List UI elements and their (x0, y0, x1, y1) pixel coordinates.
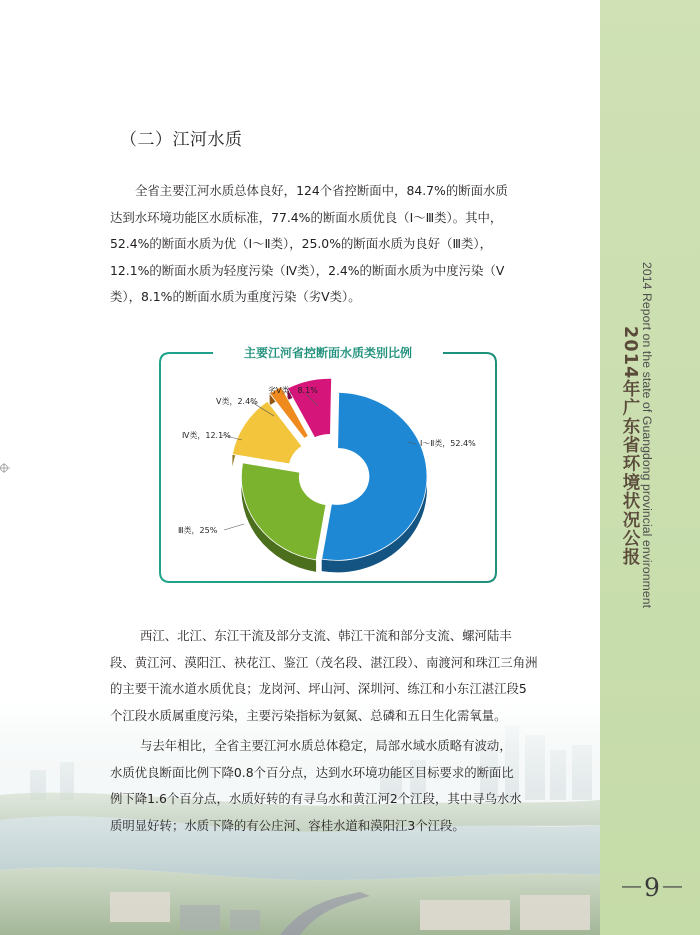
slice-label: Ⅳ类，12.1% (182, 431, 231, 440)
crop-mark-icon (0, 462, 12, 474)
paragraph-line: 达到水环境功能区水质标准，77.4%的断面水质优良（Ⅰ～Ⅲ类）。其中， (110, 209, 503, 225)
report-english-title: 2014 Report on the state of Guangdong provincial environment (640, 262, 654, 609)
slice-label: Ⅴ类，2.4% (216, 397, 258, 406)
paragraph-line: 52.4%的断面水质为优（Ⅰ～Ⅱ类），25.0%的断面水质为良好（Ⅲ类）， (110, 236, 492, 251)
paragraph-3 (110, 733, 572, 839)
paragraph-line: 个江段水质属重度污染，主要污染指标为氨氮、总磷和五日生化需氧量。 (110, 707, 507, 723)
donut-slice-2 (241, 463, 326, 560)
water-quality-chart (158, 344, 498, 584)
paragraph-line: 西江、北江、东江干流及部分支流、韩江干流和部分支流、螺河陆丰 (140, 628, 512, 643)
paragraph-line: 水质优良断面比例下降0.8个百分点，达到水环境功能区目标要求的断面比 (110, 764, 514, 780)
paragraph-2 (110, 623, 572, 729)
chart-title: 主要江河省控断面水质类别比例 (243, 346, 412, 360)
slice-label: Ⅰ～Ⅱ类，52.4% (420, 439, 476, 448)
paragraph-1 (110, 178, 572, 311)
page-number: －9－ (619, 873, 685, 902)
paragraph-line: 与去年相比，全省主要江河水质总体稳定，局部水域水质略有波动， (140, 738, 512, 753)
section-heading: （二）江河水质 (120, 130, 243, 150)
paragraph-line: 全省主要江河水质总体良好，124个省控断面中，84.7%的断面水质 (135, 183, 508, 198)
callout-line (224, 524, 244, 530)
paragraph-line: 12.1%的断面水质为轻度污染（Ⅳ类），2.4%的断面水质为中度污染（Ⅴ (110, 262, 505, 278)
paragraph-line: 质明显好转；水质下降的有公庄河、容桂水道和漠阳江3个江段。 (110, 817, 465, 833)
paragraph-line: 类），8.1%的断面水质为重度污染（劣Ⅴ类）。 (110, 289, 361, 304)
paragraph-line: 例下降1.6个百分点，水质好转的有寻乌水和黄江河2个江段，其中寻乌水水 (110, 791, 522, 806)
report-chinese-title: 2014年广东省环境状况公报 (620, 326, 640, 567)
paragraph-line: 段、黄江河、漠阳江、袂花江、鉴江（茂名段、湛江段）、南渡河和珠江三角洲 (110, 654, 538, 670)
paragraph-line: 的主要干流水道水质优良；龙岗河、坪山河、深圳河、练江和小东江湛江段5 (110, 681, 527, 696)
slice-label: Ⅲ类，25% (178, 526, 218, 535)
slice-label: 劣Ⅴ类，8.1% (268, 386, 318, 395)
